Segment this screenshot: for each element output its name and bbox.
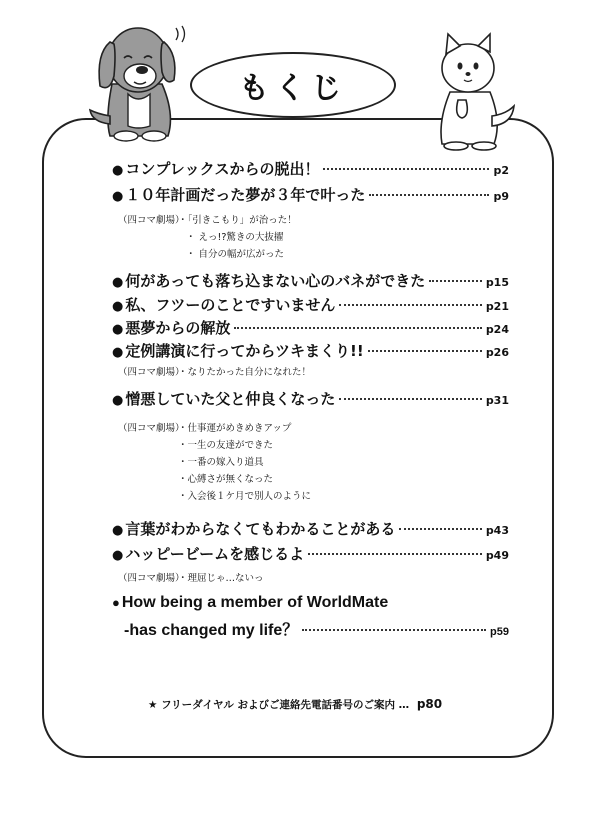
comic-category: （四コマ劇場） <box>118 423 185 434</box>
page-number: p24 <box>485 323 509 336</box>
entry-title: 何があっても落ち込まない心のバネができた <box>125 272 426 290</box>
dot-leader <box>308 553 482 555</box>
page-number: p43 <box>485 524 509 537</box>
entry-title: ハッピービームを感じるよ <box>125 545 305 563</box>
bullet: ● <box>112 595 120 610</box>
bullet: ● <box>112 299 124 314</box>
comic-item: ・仕事運がめきめきアップ <box>178 423 292 434</box>
bullet: ● <box>112 163 124 178</box>
toc-entry[interactable] <box>112 543 509 564</box>
toc-entry[interactable] <box>112 270 509 291</box>
entry-title: -has changed my life？ <box>124 622 299 639</box>
comic-item: ・なりたかった自分になれた！ <box>178 367 312 378</box>
page-number: p21 <box>485 300 509 313</box>
toc-entry[interactable] <box>112 184 509 205</box>
toc-entry[interactable] <box>112 388 509 409</box>
dot-leader <box>234 327 481 329</box>
entry-title: How being a member of WorldMate <box>121 594 389 611</box>
toc-entry[interactable] <box>112 294 509 315</box>
page-number: p59 <box>490 626 509 638</box>
page-number: p15 <box>485 276 509 289</box>
dot-leader <box>368 350 482 352</box>
bullet: ● <box>112 548 124 563</box>
dot-leader <box>302 629 486 631</box>
title-oval <box>190 52 396 118</box>
entry-title: 私、フツーのことですいません <box>125 296 336 314</box>
entry-title: 定例講演に行ってからツキまくり!! <box>125 342 364 360</box>
bullet: ● <box>112 523 124 538</box>
comic-item: ・「引きこもり」が治った！ <box>178 215 297 226</box>
entry-title: 悪夢からの解放 <box>125 319 231 337</box>
bullet: ● <box>112 345 124 360</box>
comic-category: （四コマ劇場） <box>118 573 185 584</box>
dot-leader <box>399 528 481 530</box>
comic-item: ・ えっ!?驚きの大抜擢 <box>186 232 284 243</box>
dot-leader <box>323 168 489 170</box>
comic-category: （四コマ劇場） <box>118 367 185 378</box>
bullet: ● <box>112 189 124 204</box>
toc-entry[interactable] <box>112 340 509 361</box>
comic-item: ・一生の友達ができた <box>178 440 274 451</box>
toc-entry-english-continued[interactable] <box>124 617 509 640</box>
dot-leader <box>429 280 482 282</box>
comic-item: ・ 自分の幅が広がった <box>186 249 285 260</box>
footer-page-number: p80 <box>416 697 443 711</box>
bullet: ● <box>112 393 124 408</box>
page-number: p31 <box>485 394 509 407</box>
dot-leader <box>339 304 481 306</box>
page-number: p2 <box>493 164 509 177</box>
entry-title: １０年計画だった夢が３年で叶った <box>125 186 366 204</box>
entry-title: コンプレックスからの脱出！ <box>125 160 320 178</box>
comic-item: ・心縛さが無くなった <box>178 474 274 485</box>
toc-entry[interactable] <box>112 317 509 338</box>
page-number: p9 <box>493 190 509 203</box>
dot-leader <box>339 398 481 400</box>
dot-leader <box>369 194 489 196</box>
page-title: もくじ <box>239 71 347 106</box>
toc-entry-english[interactable] <box>112 594 509 612</box>
comic-item: ・一番の嫁入り道具 <box>178 457 264 468</box>
comic-item: ・入会後１ケ月で別人のように <box>178 491 312 502</box>
page-number: p49 <box>485 549 509 562</box>
dog-mascot-illustration <box>80 14 200 144</box>
cat-mascot-illustration <box>420 26 520 151</box>
footer-text: ★ フリーダイヤル およびご連絡先電話番号のご案内 … <box>148 699 410 711</box>
comic-item: ・理屈じゃ…ないっ <box>178 573 264 584</box>
bullet: ● <box>112 322 124 337</box>
comic-category: （四コマ劇場） <box>118 215 185 226</box>
entry-title: 憎悪していた父と仲良くなった <box>125 390 336 408</box>
toc-entry[interactable] <box>112 158 509 179</box>
page-number: p26 <box>485 346 509 359</box>
toc-entry[interactable] <box>112 518 509 539</box>
bullet: ● <box>112 275 124 290</box>
entry-title: 言葉がわからなくてもわかることがある <box>125 520 396 538</box>
footer-note <box>148 697 442 712</box>
